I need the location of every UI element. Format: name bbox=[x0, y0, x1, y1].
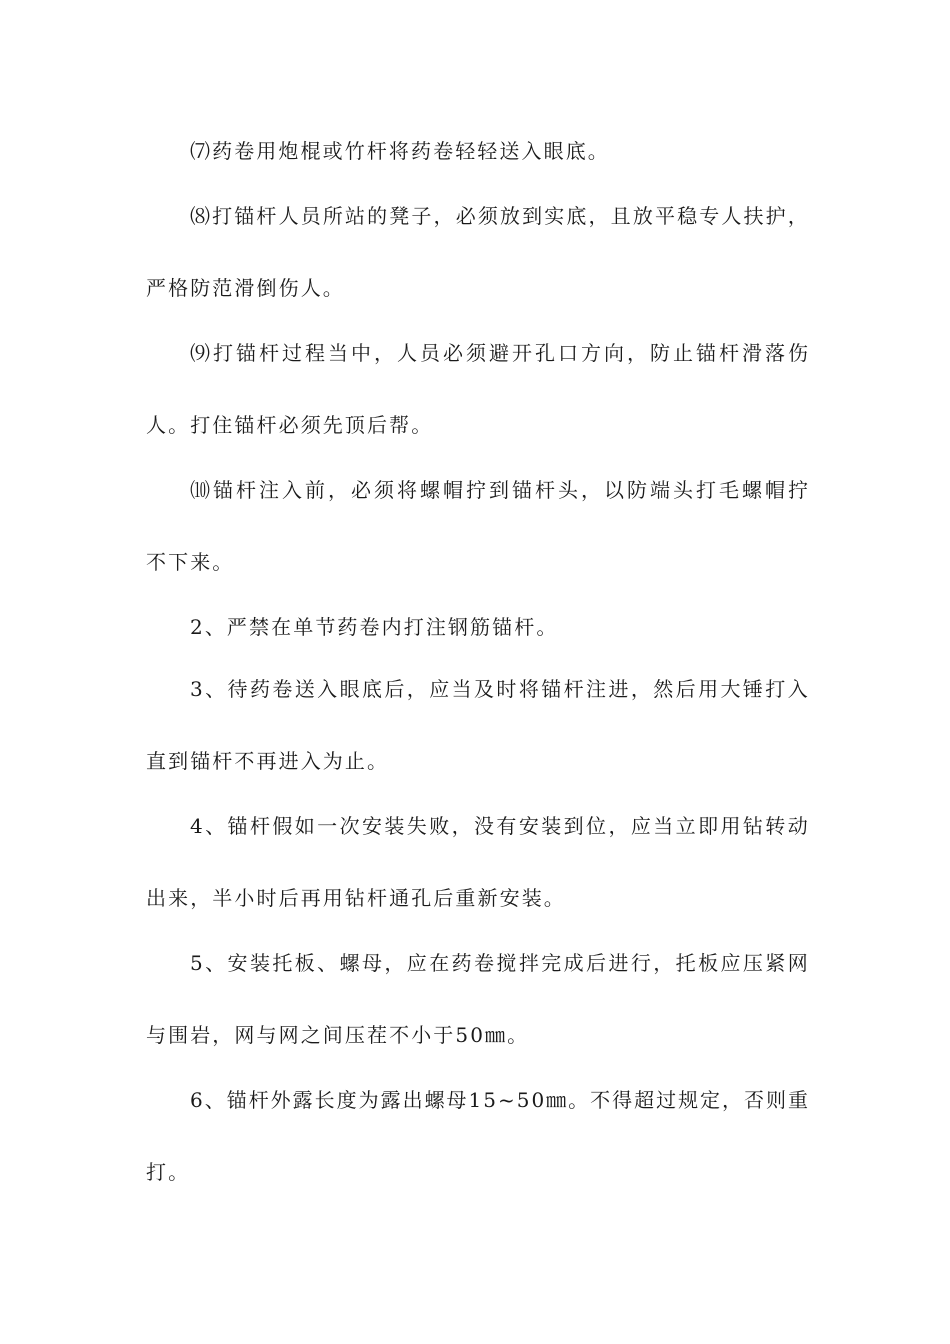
rule-4-line-2: 出来，半小时后再用钻杆通孔后重新安装。 bbox=[146, 886, 566, 910]
rule-3-line-1: 3 、 待 药 卷 送 入 眼 底 后 ， 应 当 及 时 将 锚 杆 注 进 ， 然 后 用 大 锤 打 入 bbox=[190, 677, 808, 701]
rule-3-line-2: 直到锚杆不再进入为止。 bbox=[146, 749, 390, 773]
rule-5-line-1: 5 、 安 装 托 板 、 螺 母 ， 应 在 药 卷 搅 拌 完 成 后 进 行 ， 托 板 应 压 紧 网 bbox=[190, 951, 808, 975]
item-10-line-2: 不下来。 bbox=[146, 550, 235, 574]
item-7-line-1: ⑺药卷用炮棍或竹杆将药卷轻轻送入眼底。 bbox=[190, 139, 610, 163]
item-9-line-1: ⑼ 打 锚 杆 过 程 当 中 ， 人 员 必 须 避 开 孔 口 方 向 ， 防 止 锚 杆 滑 落 伤 bbox=[190, 341, 808, 365]
item-8-line-1: ⑻ 打 锚 杆 人 员 所 站 的 凳 子 ， 必 须 放 到 实 底 ， 且 放 平 稳 专 人 扶 护 ， bbox=[190, 204, 808, 228]
item-8-line-2: 严格防范滑倒伤人。 bbox=[146, 276, 345, 300]
rule-5-line-2: 与围岩，网与网之间压茬不小于50㎜。 bbox=[146, 1023, 530, 1047]
rule-6-line-1: 6 、 锚 杆 外 露 长 度 为 露 出 螺 母 1 5 ~ 5 0 ㎜ 。 不 得 超 过 规 定 ， 否 则 重 bbox=[190, 1088, 808, 1112]
rule-2-line-1: 2、严禁在单节药卷内打注钢筋锚杆。 bbox=[190, 615, 559, 639]
item-10-line-1: ⑽ 锚 杆 注 入 前 ， 必 须 将 螺 帽 拧 到 锚 杆 头 ， 以 防 端 头 打 毛 螺 帽 拧 bbox=[190, 478, 808, 502]
item-9-line-2: 人。打住锚杆必须先顶后帮。 bbox=[146, 413, 434, 437]
rule-6-line-2: 打。 bbox=[146, 1160, 191, 1184]
rule-4-line-1: 4 、 锚 杆 假 如 一 次 安 装 失 败 ， 没 有 安 装 到 位 ， 应 当 立 即 用 钻 转 动 bbox=[190, 814, 808, 838]
